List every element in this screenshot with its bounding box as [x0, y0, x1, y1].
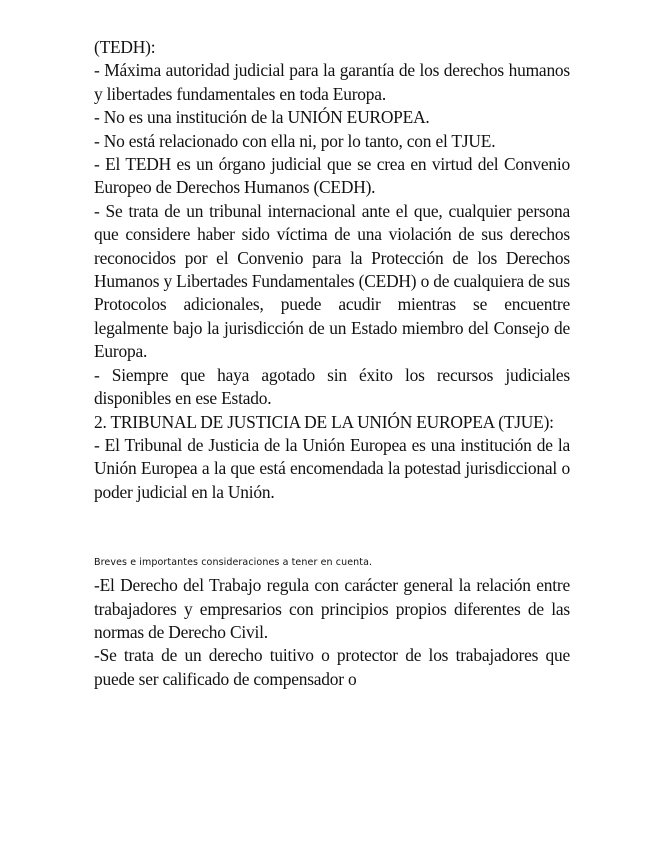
section1-point-3: - No está relacionado con ella ni, por lo tanto, con el TJUE.	[94, 130, 496, 151]
notes-point-1: -El Derecho del Trabajo regula con carácter general la relación entre trabajadores y empresarios con principios propios diferentes de las normas de Derecho Civil.	[94, 575, 570, 642]
section1-point-1: - Máxima autoridad judicial para la garantía de los derechos humanos y libertades fundamentales en toda Europa.	[94, 60, 570, 104]
section1-point-2: - No es una institución de la UNIÓN EUROPEA.	[94, 107, 430, 128]
section1-point-6: - Siempre que haya agotado sin éxito los recursos judiciales disponibles en ese Estado.	[94, 364, 570, 409]
section1-point-5: - Se trata de un tribunal internacional ante el que, cualquier persona que considere haber sido víctima de una violación de sus derechos reconocidos por el Convenio para la Protección de los Derechos Humanos y Libertades Fundamentales (CEDH) o de cualquiera de sus Protocolos adicionales, puede acudir mientras se encuentre legalmente bajo la jurisdicción de un Estado miembro del Consejo de Europa.	[94, 200, 570, 362]
notes-heading: Breves e importantes consideraciones a tener en cuenta.	[94, 557, 373, 569]
section-spacer	[94, 504, 570, 556]
document-page	[94, 36, 570, 691]
section1-heading-tail: (TEDH):	[94, 37, 156, 57]
section2-heading: 2. TRIBUNAL DE JUSTICIA DE LA UNIÓN EUROPEA (TJUE):	[94, 411, 554, 432]
section2-point-1: - El Tribunal de Justicia de la Unión Europea es una institución de la Unión Europea a la que está encomendada la potestad jurisdiccional o poder judicial en la Unión.	[94, 434, 570, 502]
section1-point-4: - El TEDH es un órgano judicial que se crea en virtud del Convenio Europeo de Derechos Humanos (CEDH).	[94, 154, 570, 198]
notes-point-2: -Se trata de un derecho tuitivo o protector de los trabajadores que puede ser calificado de compensador o	[94, 645, 570, 689]
